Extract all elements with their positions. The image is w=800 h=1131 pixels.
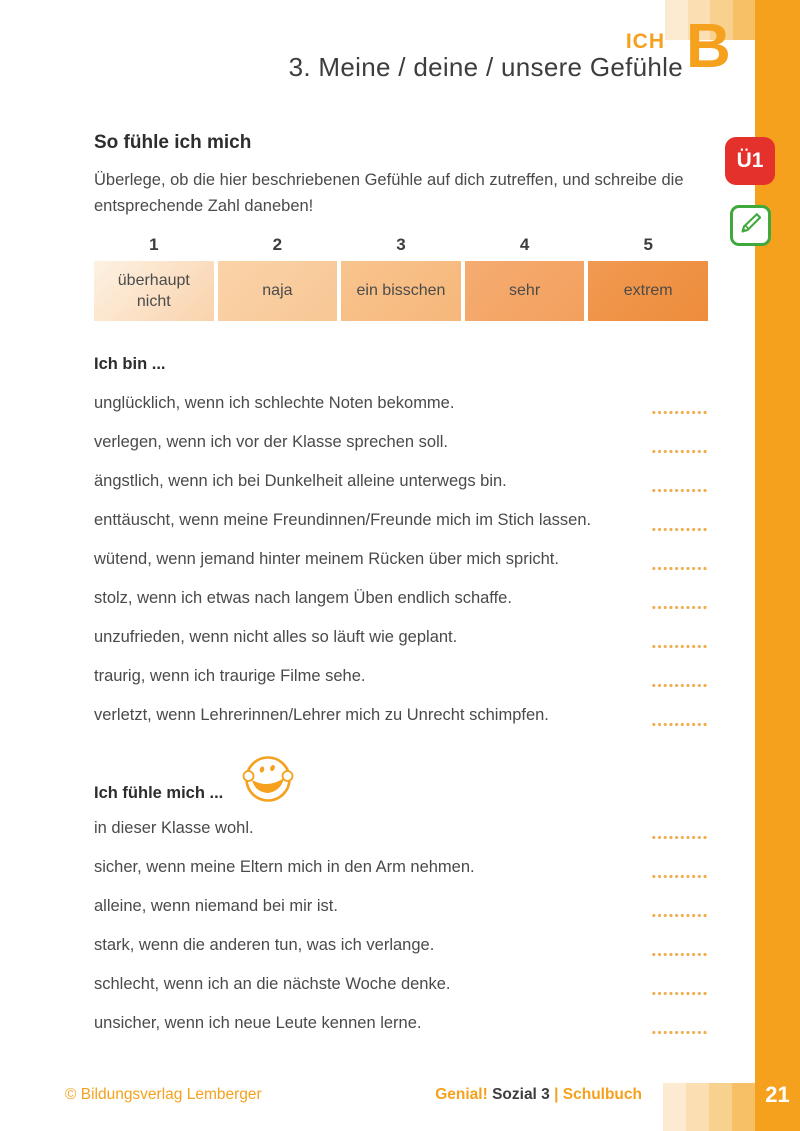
statement-row: [94, 1004, 708, 1043]
answer-blank[interactable]: [651, 874, 708, 879]
statement-text: alleine, wenn niemand bei mir ist.: [94, 897, 338, 916]
answer-blank[interactable]: [651, 527, 708, 532]
answer-blank[interactable]: [651, 644, 708, 649]
answer-blank[interactable]: [651, 410, 708, 415]
statement-text: sicher, wenn meine Eltern mich in den Arm nehmen.: [94, 858, 475, 877]
statement-text: stolz, wenn ich etwas nach langem Üben endlich schaffe.: [94, 589, 512, 608]
statement-row: [94, 965, 708, 1004]
statement-text: unglücklich, wenn ich schlechte Noten bekomme.: [94, 394, 455, 413]
scale-label-row: [94, 261, 708, 321]
statement-text: stark, wenn die anderen tun, was ich verlange.: [94, 936, 435, 955]
separator: |: [554, 1086, 559, 1103]
statement-row: [94, 848, 708, 887]
gradient-square: [732, 1083, 755, 1131]
statement-row: [94, 618, 708, 657]
page-title: 3. Meine / deine / unsere Gefühle: [288, 52, 683, 82]
book-edition: Schulbuch: [562, 1086, 642, 1103]
statement-row: [94, 384, 708, 423]
scale-number: 5: [643, 235, 653, 255]
statement-text: wütend, wenn jemand hinter meinem Rücken über mich spricht.: [94, 550, 559, 569]
statement-list-ich-fuehle: [94, 809, 708, 1043]
book-reference: [435, 1086, 642, 1104]
smiley-icon: [242, 753, 294, 805]
chapter-label: ICH: [625, 30, 665, 53]
statement-row: [94, 462, 708, 501]
scale-number: 1: [149, 235, 159, 255]
page-number: 21: [765, 1082, 790, 1107]
gradient-square: [709, 1083, 732, 1131]
statement-row: [94, 423, 708, 462]
statement-row: [94, 696, 708, 735]
scale-number: 3: [396, 235, 406, 255]
statement-text: in dieser Klasse wohl.: [94, 819, 254, 838]
worksheet-heading: So fühle ich mich: [94, 132, 252, 153]
scale-cell: überhaupt nicht: [94, 261, 214, 321]
scale-cell: sehr: [465, 261, 585, 321]
gradient-square: [663, 1083, 686, 1131]
scale-cell: ein bisschen: [341, 261, 461, 321]
worksheet-content: [94, 128, 708, 1043]
book-volume: Sozial 3: [492, 1086, 550, 1103]
scale-cell: naja: [218, 261, 338, 321]
statement-text: unzufrieden, wenn nicht alles so läuft wie geplant.: [94, 628, 458, 647]
gradient-square: [665, 0, 688, 40]
statement-row: [94, 501, 708, 540]
exercise-badge: [725, 137, 775, 185]
gradient-strip-bottom: [663, 1083, 755, 1131]
statement-text: schlecht, wenn ich an die nächste Woche denke.: [94, 975, 451, 994]
answer-blank[interactable]: [651, 488, 708, 493]
answer-blank[interactable]: [651, 449, 708, 454]
answer-blank[interactable]: [651, 835, 708, 840]
worksheet-instructions: Überlege, ob die hier beschriebenen Gefühle auf dich zutreffen, und schreibe die entsprechende Zahl daneben!: [94, 171, 684, 215]
statement-text: unsicher, wenn ich neue Leute kennen lerne.: [94, 1014, 422, 1033]
copyright-text: © Bildungsverlag Lemberger: [65, 1086, 262, 1103]
statement-text: enttäuscht, wenn meine Freundinnen/Freunde mich im Stich lassen.: [94, 511, 592, 530]
statement-row: [94, 926, 708, 965]
section-head-ich-fuehle: [94, 753, 708, 809]
scale-number-row: [94, 235, 708, 255]
statement-row: [94, 540, 708, 579]
statement-row: [94, 579, 708, 618]
statement-list-ich-bin: [94, 384, 708, 735]
exercise-badge-label: Ü1: [736, 149, 764, 172]
pencil-icon: [738, 210, 764, 241]
answer-blank[interactable]: [651, 1030, 708, 1035]
scale-number: 4: [519, 235, 530, 255]
statement-text: verlegen, wenn ich vor der Klasse sprechen soll.: [94, 433, 449, 452]
writing-task-badge: [730, 205, 771, 246]
statement-row: [94, 887, 708, 926]
statement-row: [94, 657, 708, 696]
answer-blank[interactable]: [651, 913, 708, 918]
answer-blank[interactable]: [651, 605, 708, 610]
statement-text: ängstlich, wenn ich bei Dunkelheit alleine unterwegs bin.: [94, 472, 507, 491]
answer-blank[interactable]: [651, 683, 708, 688]
gradient-square: [733, 0, 756, 40]
book-series: Genial!: [435, 1086, 488, 1103]
scale-cell: extrem: [588, 261, 708, 321]
chapter-letter: B: [686, 12, 731, 81]
answer-blank[interactable]: [651, 952, 708, 957]
section-heading-ich-fuehle: Ich fühle mich ...: [94, 784, 224, 803]
statement-text: traurig, wenn ich traurige Filme sehe.: [94, 667, 366, 686]
scale-number: 2: [272, 235, 283, 255]
gradient-square: [686, 1083, 709, 1131]
answer-blank[interactable]: [651, 722, 708, 727]
answer-blank[interactable]: [651, 991, 708, 996]
answer-blank[interactable]: [651, 566, 708, 571]
statement-row: [94, 809, 708, 848]
statement-text: verletzt, wenn Lehrerinnen/Lehrer mich zu Unrecht schimpfen.: [94, 706, 549, 725]
section-heading-ich-bin: Ich bin ...: [94, 355, 166, 374]
